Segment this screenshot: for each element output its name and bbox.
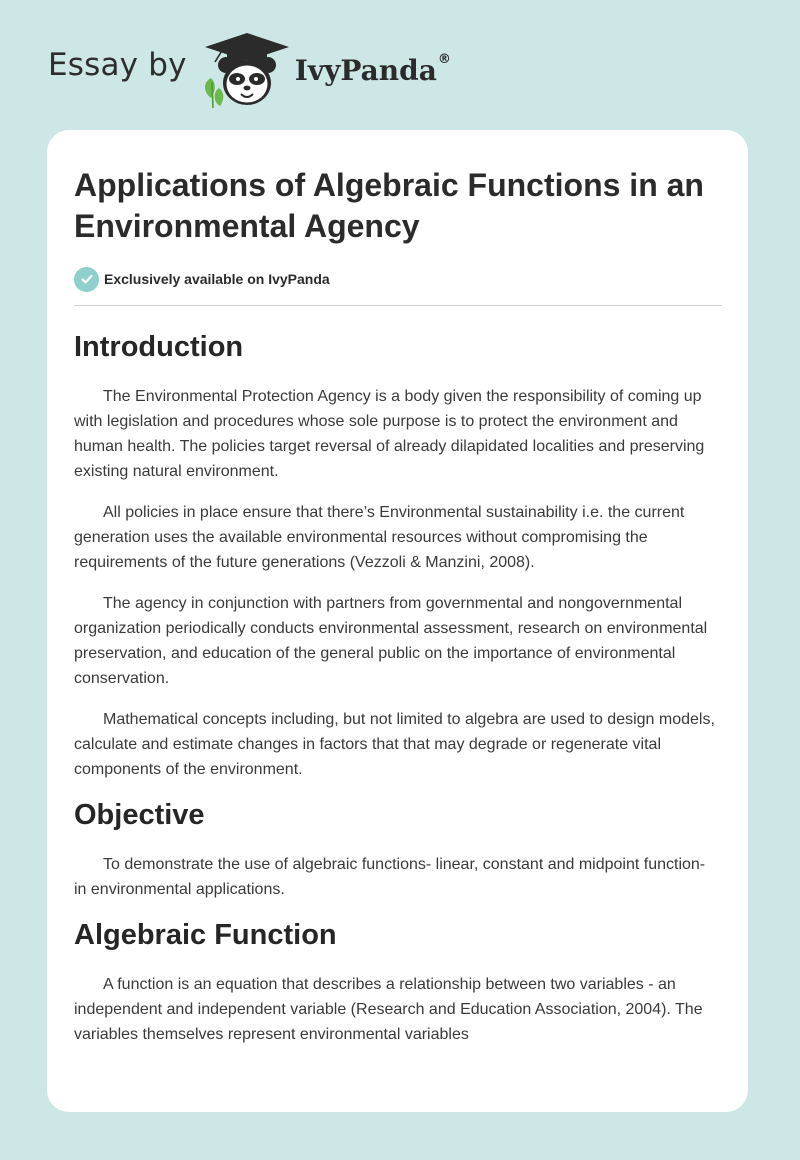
- registered-mark: ®: [437, 51, 451, 67]
- paragraph: The agency in conjunction with partners from governmental and nongovernmental organization periodically conducts environmental assessment, research on environmental preservation, and education of the general public on the importance of environmental conservation.: [74, 595, 708, 687]
- essay-card: [47, 130, 748, 1112]
- availability-badge: [74, 266, 722, 292]
- paragraph: A function is an equation that describes a relationship between two variables - an independent and independent variable (Research and Education Association, 2004). The variables themselves represent environmental variables: [74, 976, 703, 1043]
- check-circle-icon: [74, 267, 99, 292]
- paragraph: To demonstrate the use of algebraic functions- linear, constant and midpoint function- in environmental applications.: [74, 856, 706, 898]
- section-heading: Algebraic Function: [74, 919, 337, 951]
- paragraph: The Environmental Protection Agency is a body given the responsibility of coming up with legislation and procedures whose sole purpose is to protect the environment and human health. The policies target reversal of already dilapidated localities and preserving existing natural environment.: [74, 388, 705, 480]
- paragraph: All policies in place ensure that there’s Environmental sustainability i.e. the current generation uses the available environmental resources without compromising the requirements of the future generations (Vezzoli & Manzini, 2008).: [74, 504, 685, 571]
- availability-text: Exclusively available on IvyPanda: [104, 271, 330, 287]
- section-heading: Objective: [74, 799, 205, 831]
- panda-graduate-logo-icon[interactable]: [201, 30, 293, 110]
- paragraph: Mathematical concepts including, but not limited to algebra are used to design models, calculate and estimate changes in factors that that may degrade or regenerate vital components of the environment.: [74, 711, 715, 778]
- divider: [74, 305, 722, 306]
- section-objective: [74, 798, 722, 902]
- site-header: [48, 30, 451, 110]
- brand-prefix: Essay by: [48, 47, 187, 83]
- section-introduction: [74, 330, 722, 782]
- section-algebraic-function: [74, 918, 722, 1047]
- section-heading: Introduction: [74, 331, 244, 363]
- brand-name[interactable]: IvyPanda®: [294, 51, 451, 87]
- page-title: Applications of Algebraic Functions in an Environmental Agency: [74, 167, 704, 244]
